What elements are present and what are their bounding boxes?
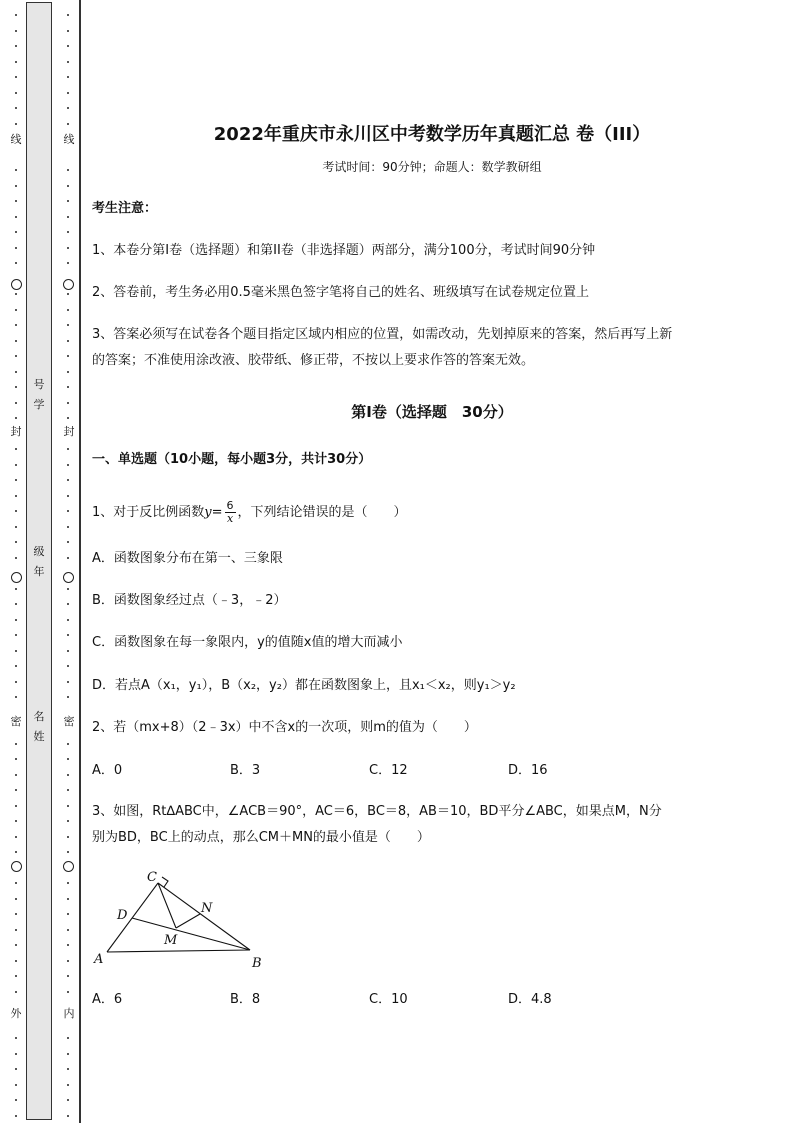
cut-dot [15,882,17,884]
cut-dot [67,324,69,326]
notice-heading: 考生注意： [92,201,158,216]
cut-dot [67,169,69,171]
cut-dot [67,851,69,853]
cut-dot [67,526,69,528]
cut-dot [67,216,69,218]
cut-dot [15,402,17,404]
q1-frac-numerator: 6 [226,499,234,512]
cut-dot [67,541,69,543]
cut-dot [67,417,69,419]
field-xing: 姓 [33,730,45,743]
cut-dot [15,681,17,683]
right-mark-xian: 线 [63,133,75,146]
cut-dot [67,107,69,109]
segment-mn [176,914,200,928]
cut-dot [67,200,69,202]
cut-ring [63,572,74,583]
left-mark-feng: 封 [10,425,22,438]
cut-dot [15,944,17,946]
cut-dot [67,820,69,822]
cut-ring [63,279,74,290]
cut-dot [15,526,17,528]
cut-dot [15,588,17,590]
cut-dot [67,882,69,884]
field-ming: 名 [33,710,45,723]
cut-dot [67,913,69,915]
q3-stem-line2: 别为BD，BC上的动点，那么CM＋MN的最小值是（ ） [92,830,430,845]
label-n: N [201,901,213,916]
label-c: C [147,870,157,885]
cut-dot [15,913,17,915]
cut-dot [67,774,69,776]
cut-dot [15,603,17,605]
q1-stem [92,500,407,525]
cut-dot [67,247,69,249]
cut-dot [67,898,69,900]
right-mark-mi: 密 [63,715,75,728]
cut-dot [15,495,17,497]
cut-dot [15,789,17,791]
cut-dot [67,1099,69,1101]
left-mark-wai: 外 [10,1007,22,1020]
binding-margin [0,0,84,1123]
cut-dot [67,30,69,32]
cut-ring [11,279,22,290]
cut-dot [67,758,69,760]
label-b: B [252,956,262,971]
margin-rule [79,0,81,1123]
q3-triangle-figure [92,866,272,980]
q2-option-c: C．12 [369,763,408,778]
cut-dot [15,665,17,667]
cut-dot [15,696,17,698]
cut-dot [67,789,69,791]
cut-dot [15,743,17,745]
segment-ab [107,950,250,952]
cut-dot [67,495,69,497]
label-a: A [94,952,104,967]
page-subtitle: 考试时间：90分钟；命题人：数学教研组 [322,160,542,174]
cut-dot [67,944,69,946]
q3-option-b: B．8 [230,992,261,1007]
q1-option-b: B．函数图象经过点（﹣3，﹣2） [92,593,287,608]
dot-cut-line-right [58,0,78,1123]
cut-dot [15,650,17,652]
cut-dot [67,619,69,621]
cut-dot [67,185,69,187]
cut-dot [15,262,17,264]
cut-dot [15,45,17,47]
cut-dot [15,758,17,760]
cut-dot [15,557,17,559]
cut-dot [67,231,69,233]
cut-dot [15,774,17,776]
cut-dot [15,1068,17,1070]
cut-dot [15,169,17,171]
right-mark-feng: 封 [63,425,75,438]
cut-ring [63,861,74,872]
cut-dot [15,14,17,16]
cut-dot [15,76,17,78]
cut-dot [67,1084,69,1086]
cut-dot [15,309,17,311]
notice-item-2: 2、答卷前，考生务必用0.5毫米黑色签字笔将自己的姓名、班级填写在试卷规定位置上 [92,285,589,300]
q1-fraction [225,500,236,525]
label-d: D [117,908,128,923]
cut-dot [67,696,69,698]
cut-dot [67,479,69,481]
cut-dot [15,1115,17,1117]
cut-dot [15,836,17,838]
q1-stem-a: 1、对于反比例函数 [92,505,205,520]
cut-dot [15,386,17,388]
right-mark-nei: 内 [63,1007,75,1020]
cut-dot [67,836,69,838]
cut-dot [67,61,69,63]
cut-dot [15,898,17,900]
cut-dot [15,1053,17,1055]
q1-func-eq: = [211,505,223,520]
cut-dot [67,92,69,94]
cut-dot [15,61,17,63]
cut-dot [15,371,17,373]
cut-dot [67,371,69,373]
cut-dot [67,1053,69,1055]
part1-title: 第I卷（选择题 30分） [351,403,513,421]
cut-dot [15,464,17,466]
cut-dot [67,975,69,977]
cut-dot [67,45,69,47]
dot-cut-line-left [6,0,26,1123]
q1-stem-b: ，下列结论错误的是（ ） [237,505,407,520]
field-xue: 学 [33,398,45,411]
cut-dot [15,324,17,326]
cut-dot [15,293,17,295]
cut-dot [15,247,17,249]
cut-dot [67,340,69,342]
cut-dot [15,355,17,357]
cut-dot [67,603,69,605]
segment-ac [107,883,158,952]
cut-dot [67,991,69,993]
q1-option-c: C．函数图象在每一象限内，y的值随x值的增大而减小 [92,635,403,650]
cut-dot [15,417,17,419]
cut-dot [15,448,17,450]
cut-ring [11,572,22,583]
q3-option-c: C．10 [369,992,408,1007]
q1-frac-denominator: x [226,512,234,525]
page-title: 2022年重庆市永川区中考数学历年真题汇总 卷（III） [213,124,651,145]
cut-dot [67,960,69,962]
cut-dot [67,743,69,745]
right-angle-mark [162,877,168,887]
cut-dot [15,30,17,32]
cut-dot [15,107,17,109]
cut-dot [67,309,69,311]
q3-stem-line1: 3、如图，Rt∆ABC中，∠ACB＝90°，AC＝6，BC＝8，AB＝10，BD平分∠ABC，如果点M，N分 [92,804,662,819]
cut-dot [67,588,69,590]
left-mark-xian: 线 [10,133,22,146]
q2-option-b: B．3 [230,763,261,778]
cut-dot [67,402,69,404]
cut-dot [67,929,69,931]
cut-dot [67,293,69,295]
cut-dot [15,1099,17,1101]
cut-dot [15,619,17,621]
cut-dot [15,123,17,125]
q1-func-y: y [204,505,212,520]
triangle-diagram [92,866,272,976]
left-mark-mi: 密 [10,715,22,728]
cut-dot [67,386,69,388]
cut-dot [15,541,17,543]
cut-dot [15,200,17,202]
cut-dot [67,123,69,125]
cut-dot [15,479,17,481]
cut-dot [15,92,17,94]
notice-item-3-line2: 的答案；不准使用涂改液、胶带纸、修正带，不按以上要求作答的答案无效。 [92,353,535,368]
field-hao: 号 [33,378,45,391]
q3-option-d: D．4.8 [508,992,552,1007]
cut-dot [15,510,17,512]
cut-dot [67,510,69,512]
cut-dot [67,14,69,16]
segment-bd [132,918,250,950]
label-m: M [164,933,178,948]
cut-dot [15,960,17,962]
cut-dot [67,262,69,264]
cut-dot [15,216,17,218]
cut-dot [15,805,17,807]
cut-dot [67,1037,69,1039]
field-ji: 级 [33,545,45,558]
notice-item-3-line1: 3、答案必须写在试卷各个题目指定区域内相应的位置，如需改动，先划掉原来的答案，然后再写上新 [92,327,673,342]
cut-dot [67,464,69,466]
field-nian: 年 [33,565,45,578]
cut-dot [15,991,17,993]
section1-heading: 一、单选题（10小题，每小题3分，共计30分） [92,452,372,467]
q2-option-d: D．16 [508,763,548,778]
cut-dot [15,1037,17,1039]
cut-dot [15,231,17,233]
cut-dot [15,340,17,342]
cut-dot [67,665,69,667]
cut-dot [67,557,69,559]
cut-ring [11,861,22,872]
notice-item-1: 1、本卷分第I卷（选择题）和第II卷（非选择题）两部分，满分100分，考试时间90分钟 [92,243,596,258]
cut-dot [15,929,17,931]
q1-option-a: A．函数图象分布在第一、三象限 [92,551,283,566]
cut-dot [15,820,17,822]
cut-dot [67,355,69,357]
cut-dot [15,634,17,636]
cut-dot [67,448,69,450]
cut-dot [67,1068,69,1070]
cut-dot [15,185,17,187]
q2-stem: 2、若（mx+8）（2﹣3x）中不含x的一次项，则m的值为（ ） [92,720,477,735]
cut-dot [15,1084,17,1086]
cut-dot [67,805,69,807]
cut-dot [67,634,69,636]
q2-option-a: A．0 [92,763,123,778]
cut-dot [15,975,17,977]
q1-option-d: D．若点A（x₁，y₁），B（x₂，y₂）都在函数图象上，且x₁＜x₂，则y₁＞y₂ [92,678,516,693]
cut-dot [67,650,69,652]
cut-dot [67,76,69,78]
cut-dot [15,851,17,853]
cut-dot [67,681,69,683]
q3-option-a: A．6 [92,992,123,1007]
cut-dot [67,1115,69,1117]
